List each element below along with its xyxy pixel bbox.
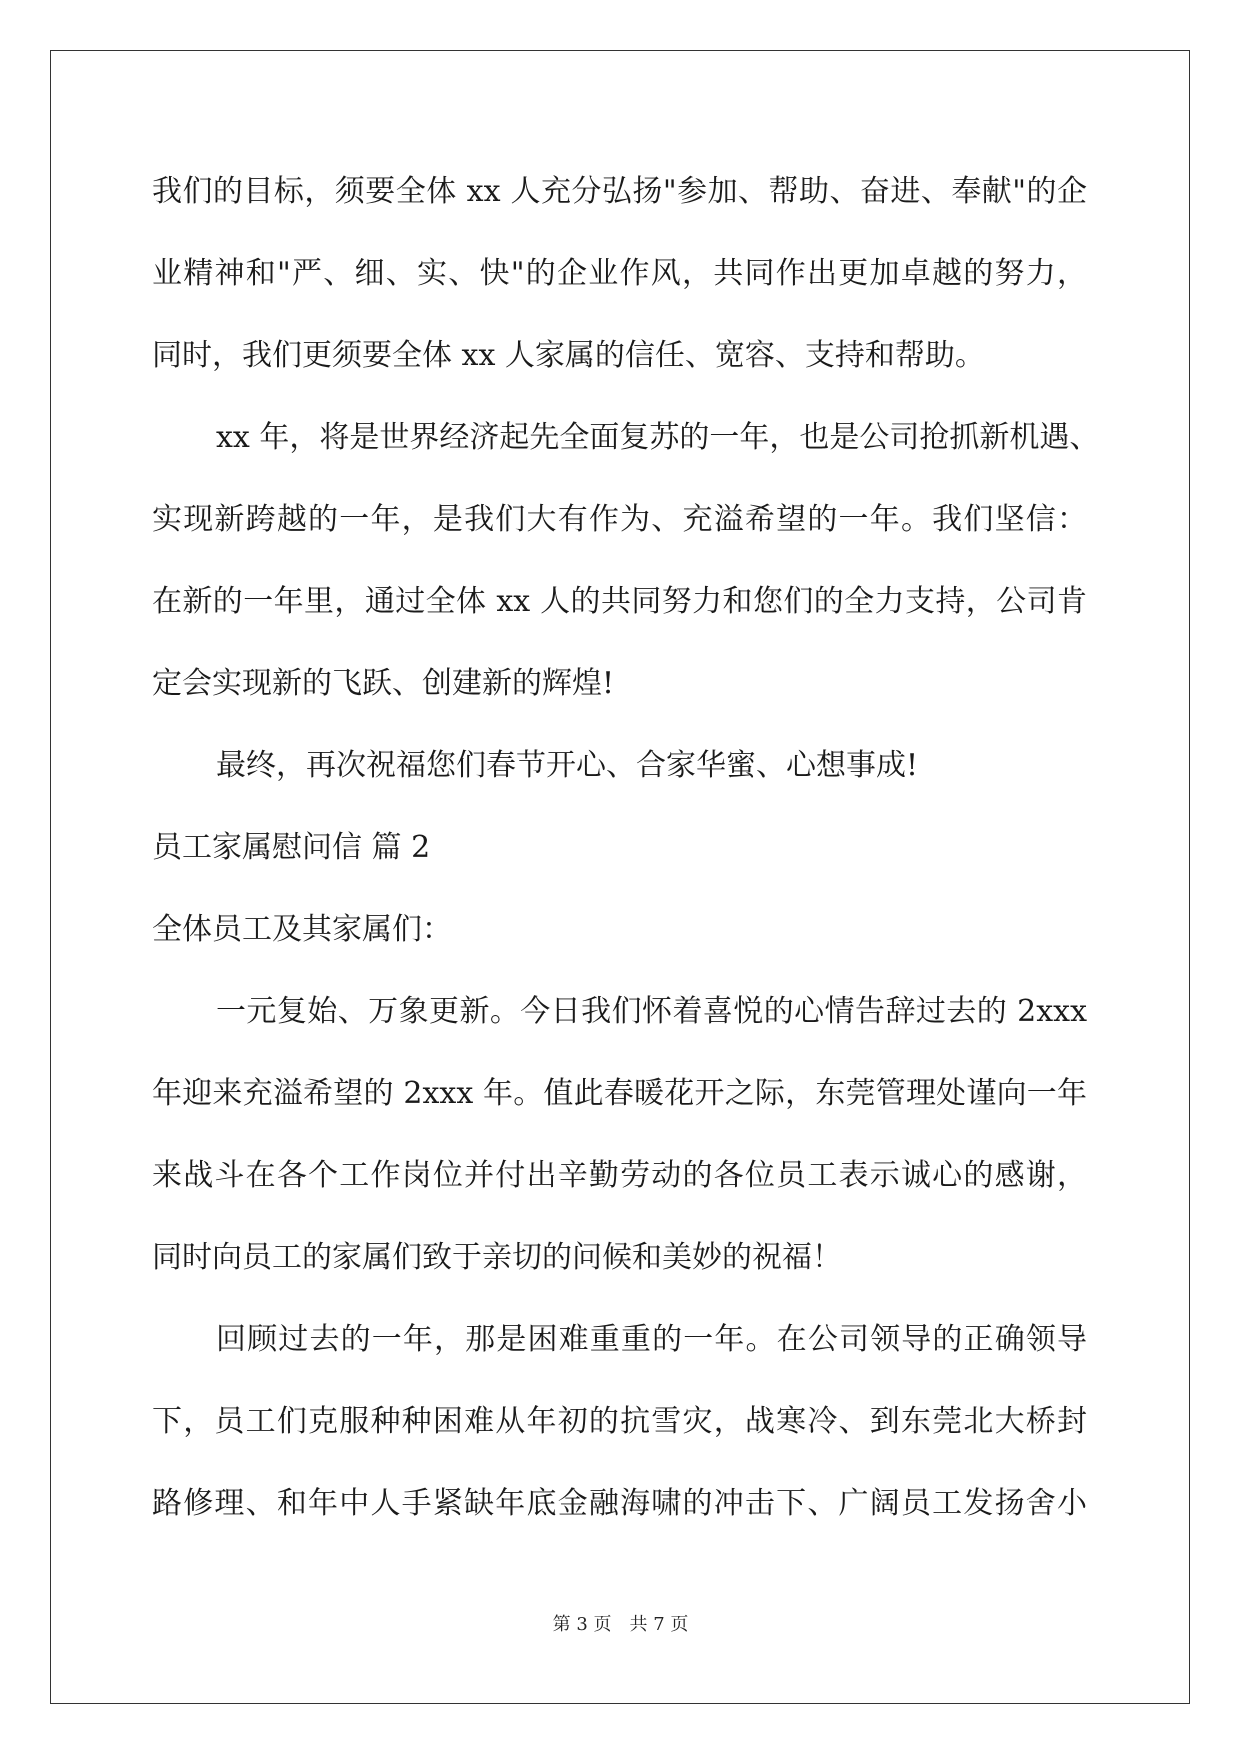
text-line-3: 同时，我们更须要全体 xx 人家属的信任、宽容、支持和帮助。 (152, 338, 985, 373)
text-line-8: 最终，再次祝福您们春节开心、合家华蜜、心想事成! (216, 748, 919, 783)
text-line-6: 在新的一年里，通过全体 xx 人的共同努力和您们的全力支持，公司肯 (152, 584, 1087, 619)
text-line-7: 定会实现新的飞跃、创建新的辉煌! (152, 666, 615, 701)
section-heading: 员工家属慰问信 篇 2 (152, 830, 431, 865)
salutation: 全体员工及其家属们： (152, 912, 452, 947)
text-line-14: 同时向员工的家属们致于亲切的问候和美妙的祝福！ (152, 1240, 842, 1275)
text-line-2: 业精神和"严、细、实、快"的企业作风，共同作出更加卓越的努力， (152, 256, 1087, 291)
text-line-17: 路修理、和年中人手紧缺年底金融海啸的冲击下、广阔员工发扬舍小 (152, 1486, 1087, 1521)
text-line-4: xx 年，将是世界经济起先全面复苏的一年，也是公司抢抓新机遇、 (216, 420, 1100, 455)
text-line-11: 一元复始、万象更新。今日我们怀着喜悦的心情告辞过去的 2xxx (216, 994, 1087, 1029)
text-line-13: 来战斗在各个工作岗位并付出辛勤劳动的各位员工表示诚心的感谢， (152, 1158, 1087, 1193)
text-line-12: 年迎来充溢希望的 2xxx 年。值此春暖花开之际，东莞管理处谨向一年 (152, 1076, 1087, 1111)
text-line-15: 回顾过去的一年，那是困难重重的一年。在公司领导的正确领导 (216, 1322, 1087, 1357)
text-line-1: 我们的目标，须要全体 xx 人充分弘扬"参加、帮助、奋进、奉献"的企 (152, 174, 1087, 209)
document-body (152, 162, 1100, 1556)
page-total: 共 7 页 (629, 1614, 689, 1635)
text-line-5: 实现新跨越的一年，是我们大有作为、充溢希望的一年。我们坚信： (152, 502, 1087, 537)
page-number: 第 3 页 (552, 1614, 612, 1635)
text-line-16: 下，员工们克服种种困难从年初的抗雪灾，战寒冷、到东莞北大桥封 (152, 1404, 1087, 1439)
page-footer (0, 1610, 1241, 1636)
